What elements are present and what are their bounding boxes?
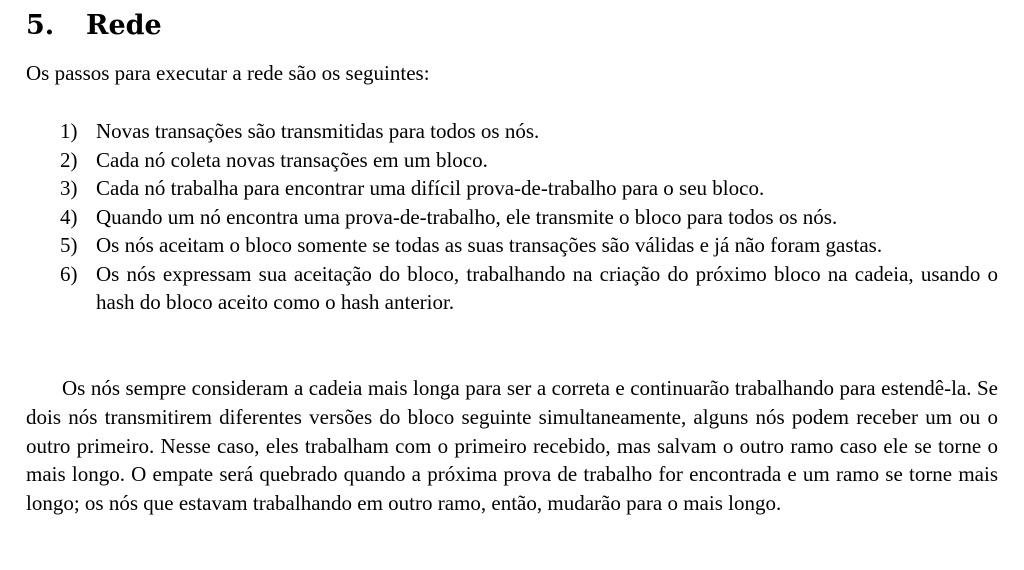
step-text: Quando um nó encontra uma prova-de-trabalho, ele transmite o bloco para todos os nós. — [96, 204, 838, 229]
step-text: Novas transações são transmitidas para todos os nós. — [96, 119, 540, 143]
step-item-2 — [26, 146, 998, 175]
step-marker: 3) — [60, 176, 78, 200]
conclusion-paragraph: Os nós sempre consideram a cadeia mais longa para ser a correta e continuarão trabalhando para estendê-la. Se dois nós transmitirem diferentes versões do bloco seguinte simultaneamente, alguns nós podem receber um ou o outro primeiro. Nesse caso, eles trabalham com o primeiro recebido, mas salvam o outro ramo caso ele se torne o mais longo. O empate será quebrado quando a próxima prova de trabalho for encontrada e um ramo se torne mais longo; os nós que estavam trabalhando em outro ramo, então, mudarão para o mais longo. — [26, 376, 998, 516]
steps-list — [26, 117, 998, 317]
step-text: Os nós aceitam o bloco somente se todas as suas transações são válidas e já não foram gastas. — [96, 233, 883, 257]
section-number: 5. — [26, 10, 55, 41]
step-text: Os nós expressam sua aceitação do bloco, trabalhando na criação do próximo bloco na cadeia, usando o hash do bloco aceito como o hash anterior. — [96, 261, 998, 314]
section-title: Rede — [86, 10, 162, 41]
step-text: Cada nó trabalha para encontrar uma difícil prova-de-trabalho para o seu bloco. — [96, 176, 765, 200]
step-item-1 — [26, 117, 998, 146]
step-marker: 4) — [60, 204, 78, 229]
step-marker: 5) — [60, 233, 78, 257]
step-marker: 6) — [60, 261, 78, 286]
step-item-5 — [26, 231, 998, 260]
step-item-3 — [26, 174, 998, 203]
intro-paragraph: Os passos para executar a rede são os seguintes: — [26, 61, 430, 85]
step-item-6 — [26, 260, 998, 317]
step-marker: 2) — [60, 147, 78, 172]
step-marker: 1) — [60, 119, 78, 143]
section-heading — [26, 6, 162, 46]
step-text: Cada nó coleta novas transações em um bloco. — [96, 147, 488, 172]
step-item-4 — [26, 203, 998, 232]
